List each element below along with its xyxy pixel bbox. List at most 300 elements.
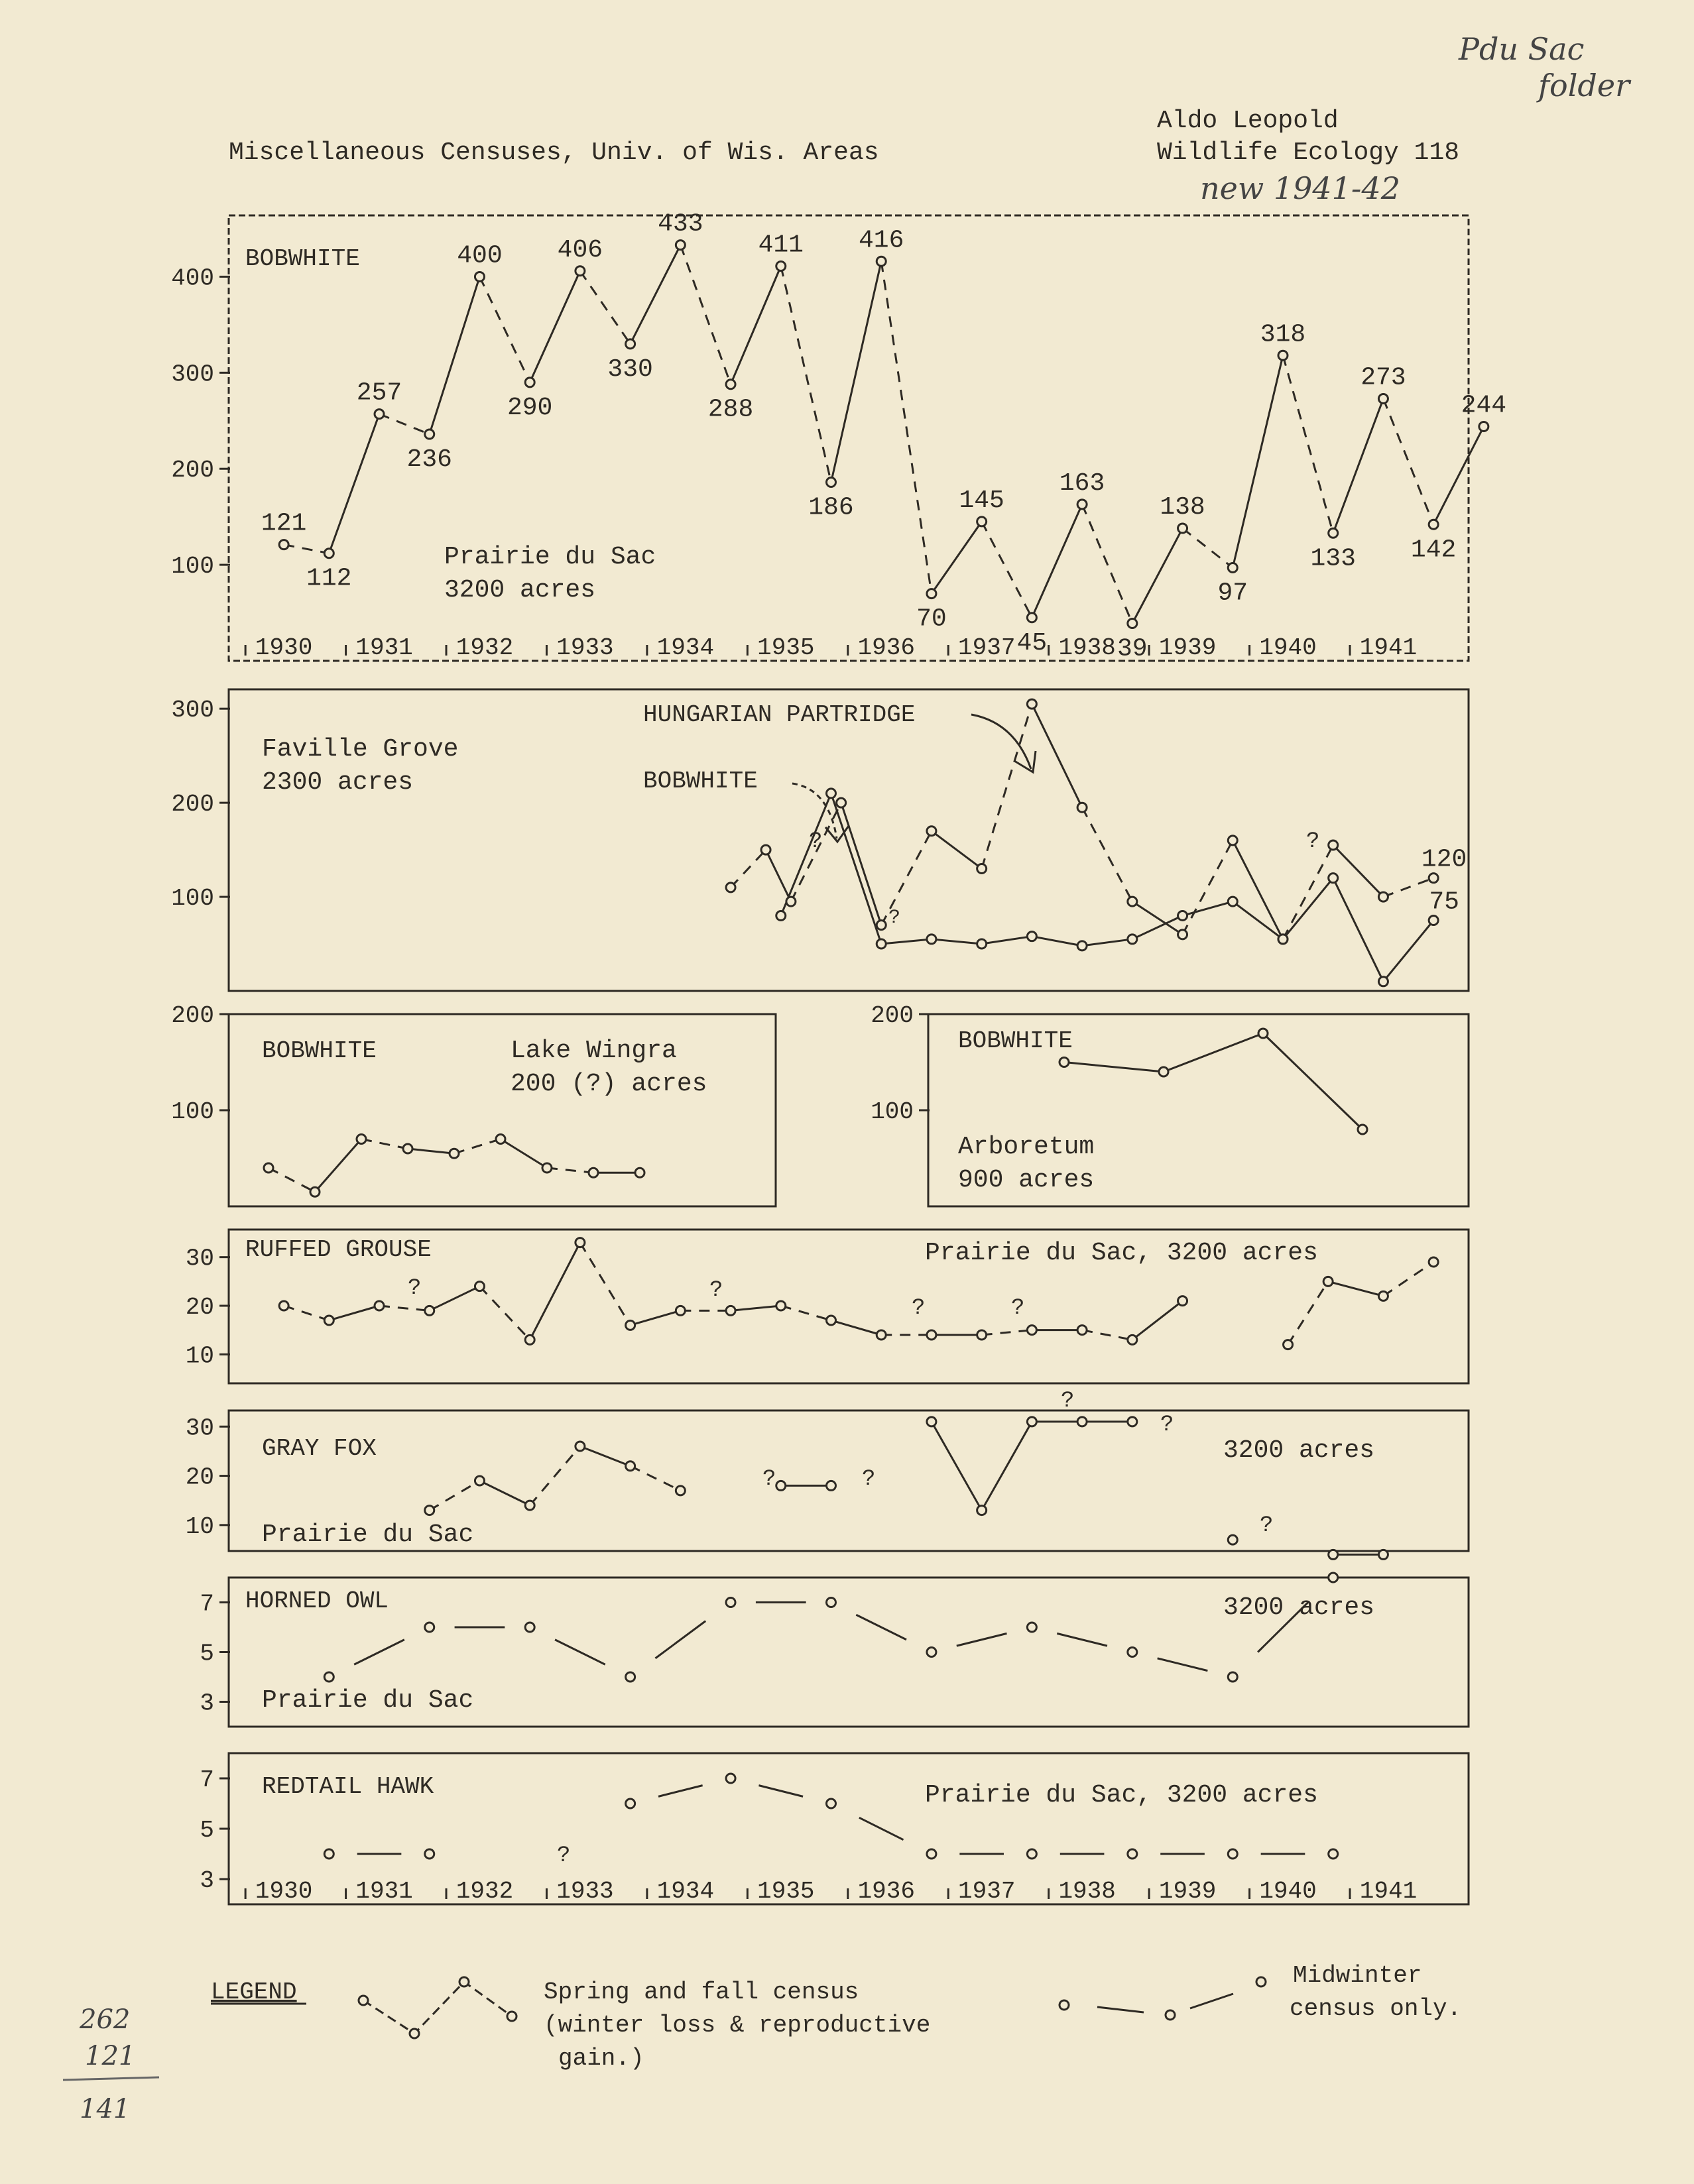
panel7-point-1-6	[1228, 1849, 1237, 1859]
legend-midwinter-point-3	[1256, 1977, 1266, 1986]
panel7-y-axis	[200, 1766, 230, 1894]
panel7-x-tick-label-1931: 1931	[355, 1878, 413, 1905]
panel2-question-mark-1: ?	[809, 829, 823, 854]
panel2-point-1-1	[826, 789, 835, 798]
panel3a-y-tick-label-200: 200	[171, 1002, 214, 1029]
panel-redtail-hawk	[200, 1753, 1469, 1905]
panel4-point-0-14	[977, 1330, 987, 1340]
panel5-y-tick-label-20: 20	[185, 1464, 214, 1491]
panel1-x-tick-label-1935: 1935	[757, 634, 815, 661]
panel1-segment-15	[1032, 504, 1082, 618]
panel5-segment-2-0	[932, 1422, 982, 1511]
panel4-question-mark-2: ?	[709, 1278, 723, 1303]
panel3b-points	[1059, 1029, 1367, 1134]
panel1-point-18	[1178, 524, 1187, 533]
panel4-y-axis	[186, 1245, 230, 1370]
panel1-data-label-13: 70	[916, 604, 947, 634]
panel2-segment-0-7	[1032, 704, 1082, 807]
panel2-segment-1-1	[831, 793, 881, 944]
panel1-point-8	[676, 241, 685, 250]
panel3b-area-name: Arboretum	[958, 1133, 1095, 1161]
panel2-partridge-arrow	[971, 715, 1031, 769]
panel1-y-tick-label-100: 100	[171, 553, 214, 581]
panel3b-segment-2	[1263, 1033, 1362, 1129]
panel1-data-label-14: 145	[959, 486, 1004, 515]
panel2-bobwhite-label: BOBWHITE	[643, 768, 758, 795]
panel6-y-tick-label-3: 3	[200, 1690, 214, 1717]
panel1-x-tick-label-1934: 1934	[656, 634, 715, 661]
panel2-question-mark-3: ?	[888, 907, 901, 929]
panel3b-series-label: BOBWHITE	[958, 1027, 1073, 1055]
panel3a-segment-4	[454, 1139, 501, 1154]
panel6-area-size: 3200 acres	[1223, 1593, 1375, 1622]
panel5-series-label: GRAY FOX	[262, 1435, 377, 1462]
panel4-point-0-8	[676, 1306, 685, 1315]
panel3a-point-5	[496, 1135, 505, 1144]
panel1-x-tick-label-1939: 1939	[1158, 634, 1217, 661]
legend-spring-fall-label: Spring and fall census	[544, 1979, 859, 2006]
panel6-point-0-1	[425, 1623, 434, 1632]
panel1-data-label-22: 273	[1361, 363, 1406, 392]
panel2-segment-1-11	[1333, 878, 1384, 982]
panel1-x-tick-label-1936: 1936	[857, 634, 916, 661]
panel7-x-tick-label-1937: 1937	[958, 1878, 1016, 1905]
panel4-segment-1-1	[1328, 1281, 1383, 1296]
panel6-series-label: HORNED OWL	[245, 1587, 389, 1615]
panel1-series-label: BOBWHITE	[245, 245, 360, 272]
panel2-point-1-10	[1278, 935, 1288, 944]
panel2-point-1-11	[1329, 874, 1338, 883]
panel2-data-label-0-15: 120	[1421, 845, 1467, 874]
legend-midwinter-label2: census only.	[1290, 1995, 1462, 2022]
panel2-segment-0-10	[1183, 840, 1233, 935]
panel1-point-9	[726, 380, 735, 389]
panel3a-points	[264, 1135, 644, 1197]
panel1-point-24	[1479, 422, 1488, 431]
panel5-point-1-1	[826, 1481, 835, 1490]
panel4-question-mark-1: ?	[408, 1276, 422, 1301]
panel1-x-tick-label-1931: 1931	[355, 634, 413, 661]
panel-gray-fox	[186, 1389, 1469, 1559]
panel1-data-label-7: 330	[607, 355, 653, 384]
panel1-data-label-16: 163	[1059, 469, 1105, 498]
panel5-question-mark-3: ?	[1061, 1389, 1075, 1414]
panel7-y-tick-label-3: 3	[200, 1867, 214, 1894]
panel7-point-1-7	[1329, 1849, 1338, 1859]
panel2-area-name: Faville Grove	[262, 735, 459, 764]
panel7-segment-1-1	[758, 1786, 803, 1797]
panel1-area-size: 3200 acres	[444, 576, 596, 604]
panel2-segment-0-14	[1383, 878, 1433, 897]
panel3a-segment-5	[501, 1139, 547, 1169]
panel1-point-7	[626, 339, 635, 349]
panel4-series-label: RUFFED GROUSE	[245, 1236, 432, 1263]
panel1-point-21	[1329, 528, 1338, 538]
course-name: Wildlife Ecology 118	[1157, 139, 1460, 167]
panel4-segment-0-4	[479, 1287, 530, 1340]
panel5-point-2-2	[1027, 1417, 1036, 1426]
panel4-area-name: Prairie du Sac, 3200 acres	[925, 1239, 1318, 1267]
panel2-segment-0-13	[1333, 845, 1384, 897]
panel4-point-0-3	[425, 1306, 434, 1315]
panel7-point-1-3	[927, 1849, 936, 1859]
panel4-y-tick-label-20: 20	[185, 1294, 214, 1321]
panel1-point-3	[425, 430, 434, 439]
panel4-point-0-12	[877, 1330, 886, 1340]
panel1-x-tick-label-1940: 1940	[1259, 634, 1317, 661]
panel1-y-tick-label-400: 400	[171, 264, 214, 292]
panel1-data-label-1: 112	[306, 564, 352, 593]
panel4-segment-0-7	[631, 1310, 681, 1325]
panel1-segment-8	[680, 245, 731, 384]
panel6-point-0-8	[1128, 1648, 1137, 1657]
panel3a-point-4	[450, 1149, 459, 1158]
panel3a-segment-6	[547, 1168, 593, 1173]
panel1-segment-10	[781, 266, 831, 483]
panel5-point-3-0	[1228, 1535, 1237, 1544]
page-title: Miscellaneous Censuses, Univ. of Wis. Areas	[229, 139, 879, 167]
panel7-point-1-1	[726, 1774, 735, 1783]
panel1-y-tick-label-200: 200	[171, 457, 214, 485]
panel1-x-tick-label-1932: 1932	[455, 634, 514, 661]
panel6-point-0-0	[324, 1672, 333, 1682]
panel7-x-tick-label-1939: 1939	[1158, 1878, 1217, 1905]
panel7-area-name: Prairie du Sac, 3200 acres	[925, 1781, 1318, 1810]
panel7-x-tick-label-1941: 1941	[1359, 1878, 1418, 1905]
panel3a-y-tick-label-100: 100	[171, 1098, 214, 1125]
panel6-y-tick-label-7: 7	[200, 1590, 214, 1618]
panel2-segment-0-1	[766, 850, 791, 901]
panel4-point-1-1	[1323, 1277, 1333, 1286]
panel1-data-label-8: 433	[658, 209, 703, 239]
panel1-data-label-18: 138	[1160, 493, 1205, 522]
legend	[211, 1962, 1461, 2072]
panel1-segment-2	[379, 414, 430, 434]
panel7-x-tick-label-1932: 1932	[455, 1878, 514, 1905]
panel1-data-label-9: 288	[707, 395, 754, 424]
panel-lake-wingra	[171, 1002, 776, 1206]
panel2-point-0-11	[1228, 836, 1237, 845]
handwritten-year: new 1941-42	[1200, 170, 1400, 206]
panel1-point-0	[279, 540, 288, 549]
panel4-segment-0-0	[284, 1306, 329, 1320]
panel2-question-mark-2: ?	[1306, 829, 1320, 854]
panel1-point-22	[1378, 394, 1388, 403]
panel2-data-label-1-13: 75	[1429, 888, 1459, 917]
panel1-point-13	[927, 589, 936, 599]
panel4-segment-0-10	[781, 1306, 831, 1320]
panel3a-lines	[269, 1139, 640, 1192]
panel2-y-tick-label-200: 200	[171, 791, 214, 819]
panel5-y-tick-label-10: 10	[185, 1513, 214, 1540]
panel2-point-1-3	[927, 935, 936, 944]
panel1-segment-4	[479, 276, 530, 382]
panel3a-point-2	[357, 1135, 366, 1144]
panel4-segment-0-3	[430, 1287, 480, 1311]
panel3b-lines	[1064, 1033, 1362, 1129]
panel-ruffed-grouse	[186, 1230, 1469, 1383]
panel7-x-axis	[245, 1878, 1417, 1905]
panel2-point-1-6	[1077, 941, 1087, 950]
panel-bobwhite-prairie-du-sac	[171, 210, 1506, 663]
panel-horned-owl	[200, 1573, 1469, 1727]
panel6-segment-0-6	[957, 1633, 1007, 1646]
panel3b-y-axis	[871, 1002, 930, 1125]
panel5-point-2-1	[977, 1506, 987, 1515]
panel2-point-0-2	[786, 897, 796, 906]
panel6-segment-0-3	[655, 1621, 705, 1658]
panel5-segment-0-1	[479, 1481, 530, 1505]
panel1-segment-22	[1383, 398, 1433, 524]
panel2-point-1-4	[977, 939, 987, 948]
panel7-segment-1-0	[658, 1786, 703, 1797]
panel1-point-6	[575, 266, 585, 276]
panel3a-segment-2	[361, 1139, 408, 1149]
panel2-segment-1-2	[881, 939, 932, 944]
panel4-point-0-15	[1027, 1326, 1036, 1335]
panel5-point-2-3	[1077, 1417, 1087, 1426]
panel4-question-mark-3: ?	[912, 1296, 926, 1321]
panel5-point-2-4	[1128, 1417, 1137, 1426]
panel5-point-0-4	[626, 1462, 635, 1471]
panel1-data-label-0: 121	[261, 509, 307, 538]
panel4-point-0-0	[279, 1301, 288, 1310]
panel1-data-label-11: 186	[808, 493, 854, 522]
panel1-x-tick-label-1933: 1933	[556, 634, 614, 661]
panel1-data-label-3: 236	[406, 445, 452, 475]
panel4-segment-0-2	[379, 1306, 430, 1310]
panel7-x-tick-label-1935: 1935	[757, 1878, 815, 1905]
panel6-area-name: Prairie du Sac	[262, 1686, 474, 1715]
panel3b-y-tick-label-100: 100	[871, 1098, 914, 1125]
panel1-segment-16	[1082, 504, 1132, 624]
panel4-point-0-6	[575, 1238, 585, 1247]
panel1-point-14	[977, 517, 987, 526]
panel3b-point-2	[1258, 1029, 1268, 1038]
panel1-y-axis	[171, 264, 230, 580]
panel6-point-0-7	[1027, 1623, 1036, 1632]
panel5-y-tick-label-30: 30	[185, 1414, 214, 1442]
panel4-question-mark-4: ?	[1011, 1296, 1025, 1321]
panel2-segment-1-10	[1283, 878, 1333, 939]
panel1-point-2	[375, 410, 384, 419]
panel4-segment-0-17	[1132, 1301, 1183, 1340]
panel2-area-size: 2300 acres	[262, 768, 414, 797]
panel5-point-0-3	[575, 1442, 585, 1451]
legend-spring-fall-note: (winter loss & reproductive	[544, 2012, 931, 2039]
panel1-x-tick-label-1937: 1937	[958, 634, 1016, 661]
panel3a-point-3	[403, 1144, 412, 1153]
panel7-x-tick-label-1936: 1936	[857, 1878, 916, 1905]
panel7-x-tick-label-1930: 1930	[255, 1878, 313, 1905]
panel1-data-label-5: 290	[507, 393, 553, 422]
panel1-point-19	[1228, 563, 1237, 572]
panel2-segment-1-12	[1383, 921, 1433, 982]
panel6-point-0-5	[826, 1598, 835, 1607]
panel2-point-1-2	[877, 939, 886, 948]
panel1-y-tick-label-300: 300	[171, 361, 214, 388]
panel3a-point-7	[589, 1168, 598, 1177]
panel7-point-1-0	[626, 1799, 635, 1808]
panel1-data-label-2: 257	[356, 378, 402, 408]
legend-spring-fall-sample	[359, 1977, 516, 2038]
panel3b-point-1	[1159, 1067, 1168, 1076]
panel7-point-0-0	[324, 1849, 333, 1859]
panel1-point-10	[776, 262, 786, 271]
panel6-segment-0-8	[1158, 1658, 1208, 1671]
panel4-point-0-4	[475, 1282, 484, 1291]
panel2-segment-0-0	[731, 850, 766, 888]
panel1-point-23	[1429, 520, 1438, 529]
panel4-segment-0-16	[1082, 1330, 1132, 1340]
panel3a-point-6	[542, 1163, 552, 1173]
panel1-segment-23	[1433, 426, 1484, 524]
panel2-point-0-0	[726, 883, 735, 892]
panel1-point-12	[877, 257, 886, 266]
panel1-segment-17	[1132, 528, 1183, 623]
panel4-y-tick-label-10: 10	[185, 1342, 214, 1370]
legend-midwinter-point-1	[1059, 2000, 1069, 2010]
panel6-y-axis	[200, 1591, 230, 1717]
panel4-point-0-9	[726, 1306, 735, 1315]
panel1-point-16	[1077, 500, 1087, 509]
panel5-point-0-5	[676, 1486, 685, 1495]
panel2-point-0-10	[1178, 930, 1187, 939]
panel7-point-1-2	[826, 1799, 835, 1808]
panel3a-series-label: BOBWHITE	[262, 1037, 377, 1064]
panel5-point-0-1	[475, 1476, 484, 1485]
panel2-point-1-7	[1128, 935, 1137, 944]
panel1-data-label-24: 244	[1461, 391, 1507, 420]
panel6-y-tick-label-5: 5	[200, 1640, 214, 1668]
panel5-segment-0-0	[430, 1481, 480, 1511]
panel5-area-size: 3200 acres	[1223, 1436, 1375, 1465]
panel4-segment-0-14	[982, 1330, 1032, 1335]
panel7-y-tick-label-5: 5	[200, 1817, 214, 1844]
panel1-data-label-4: 400	[457, 241, 503, 270]
author-name: Aldo Leopold	[1157, 107, 1339, 135]
panel1-x-tick-label-1941: 1941	[1359, 634, 1418, 661]
panel5-question-mark-2: ?	[862, 1467, 876, 1492]
panel6-segment-0-2	[555, 1640, 605, 1665]
panel3a-segment-1	[315, 1139, 361, 1192]
panel1-segment-0	[284, 545, 329, 553]
panel4-segment-0-11	[831, 1320, 881, 1335]
panel4-segment-1-2	[1383, 1262, 1433, 1296]
panel2-segment-1-6	[1082, 939, 1132, 946]
legend-midwinter-sample	[1059, 1977, 1266, 2020]
panel1-x-tick-label-1930: 1930	[255, 634, 313, 661]
panel1-point-1	[324, 549, 333, 558]
panel2-y-tick-label-300: 300	[171, 697, 214, 724]
panel2-point-0-1	[761, 845, 770, 854]
panel2-point-1-8	[1178, 911, 1187, 920]
panel3a-area-size: 200 (?) acres	[511, 1070, 707, 1098]
panel1-data-label-17: 39	[1117, 634, 1148, 663]
panel4-segment-0-9	[731, 1306, 781, 1310]
panel1-segment-6	[580, 271, 631, 344]
panel3a-segment-3	[408, 1149, 454, 1153]
panel7-segment-1-2	[859, 1817, 904, 1839]
panel4-point-0-10	[776, 1301, 786, 1310]
panel1-data-label-20: 318	[1260, 320, 1306, 349]
panel7-point-0-1	[425, 1849, 434, 1859]
panel2-segment-0-12	[1283, 845, 1333, 939]
panel7-question-mark: ?	[557, 1843, 571, 1868]
panel5-point-1-0	[776, 1481, 786, 1490]
panel4-point-0-1	[324, 1316, 333, 1325]
panel6-point-0-6	[927, 1648, 936, 1657]
panel2-segment-1-8	[1183, 901, 1233, 915]
panel1-point-5	[525, 378, 534, 387]
panel4-point-1-3	[1429, 1257, 1438, 1267]
panel2-point-0-5	[927, 827, 936, 836]
panel1-segment-1	[329, 414, 379, 553]
panel5-point-0-2	[525, 1501, 534, 1510]
panel1-x-tick-label-1938: 1938	[1058, 634, 1116, 661]
panel2-segment-0-8	[1082, 807, 1132, 901]
panel1-point-17	[1128, 618, 1137, 628]
panel1-data-label-23: 142	[1410, 536, 1457, 565]
panel1-segment-5	[530, 271, 580, 382]
panel5-question-mark-4: ?	[1160, 1412, 1174, 1438]
panel4-segment-1-0	[1288, 1281, 1329, 1344]
panel4-point-0-16	[1077, 1326, 1087, 1335]
panel2-point-1-0	[776, 911, 786, 920]
legend-sample-point-1	[359, 1996, 368, 2005]
panel5-point-2-0	[927, 1417, 936, 1426]
panel3b-point-0	[1059, 1058, 1069, 1067]
panel1-data-label-19: 97	[1217, 579, 1248, 608]
panel1-segment-11	[831, 261, 881, 482]
panel5-segment-0-2	[530, 1446, 580, 1505]
legend-midwinter-point-2	[1166, 2010, 1175, 2020]
panel4-point-0-18	[1178, 1296, 1187, 1306]
panel1-segment-19	[1233, 355, 1283, 567]
panel3a-point-1	[310, 1187, 320, 1196]
handwritten-sum-rule	[63, 2077, 159, 2080]
panel3a-area-name: Lake Wingra	[511, 1037, 677, 1065]
panel2-point-0-9	[1128, 897, 1137, 906]
panel2-point-0-6	[977, 864, 987, 873]
panel2-segment-0-9	[1132, 901, 1183, 935]
panel6-point-0-2	[525, 1623, 534, 1632]
handwritten-sum-3: 141	[80, 2094, 131, 2124]
panel1-point-4	[475, 272, 484, 281]
panel4-y-tick-label-30: 30	[185, 1245, 214, 1273]
panel2-point-1-12	[1378, 977, 1388, 986]
panel5-point-0-0	[425, 1506, 434, 1515]
panel1-data-label-21: 133	[1310, 544, 1356, 573]
panel5-question-mark-1: ?	[762, 1467, 776, 1492]
panel7-x-tick-label-1940: 1940	[1259, 1878, 1317, 1905]
panel3a-point-0	[264, 1163, 273, 1173]
panel2-point-0-15	[1429, 874, 1438, 883]
panel6-point-0-10	[1329, 1573, 1338, 1582]
legend-sample-point-4	[507, 2012, 516, 2021]
panel6-segment-0-7	[1057, 1633, 1107, 1646]
panel1-segment-13	[932, 522, 982, 594]
panel2-segment-0-11	[1233, 840, 1283, 939]
panel3a-segment-0	[269, 1168, 315, 1192]
panel5-segment-2-1	[982, 1422, 1032, 1511]
panel2-y-axis	[171, 697, 230, 912]
panel4-point-0-7	[626, 1320, 635, 1330]
panel3a-y-axis	[171, 1002, 230, 1125]
panel7-x-tick-label-1933: 1933	[556, 1878, 614, 1905]
legend-sample-point-3	[459, 1977, 469, 1986]
panel3b-segment-0	[1064, 1063, 1164, 1072]
